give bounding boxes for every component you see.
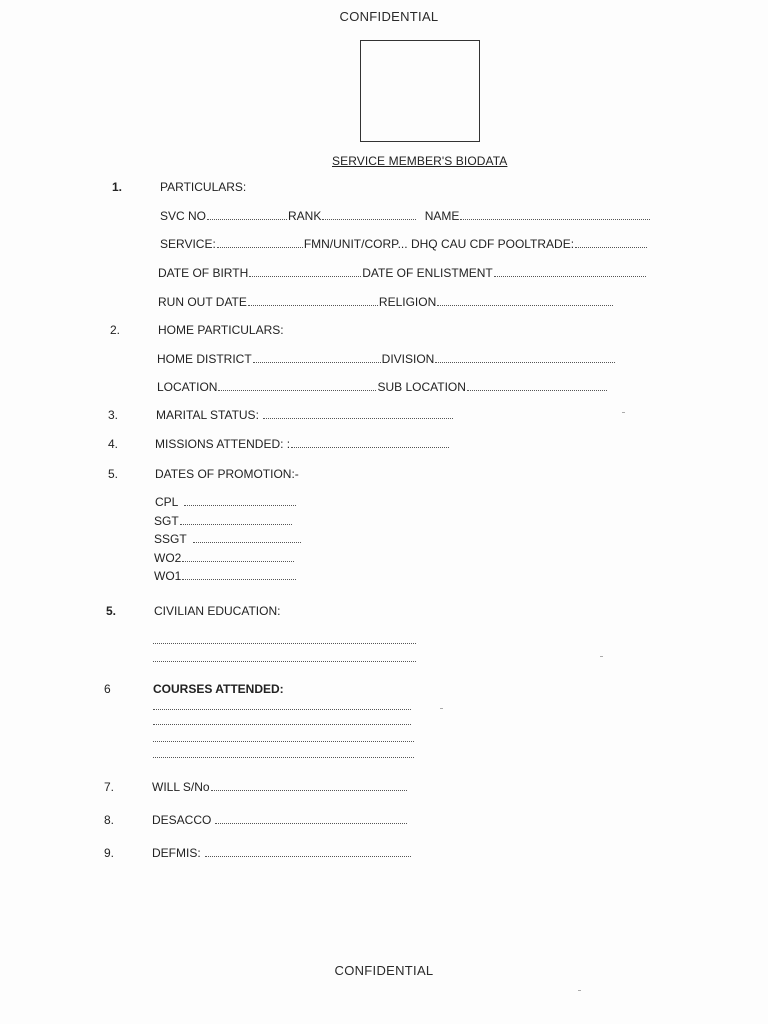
religion-label: RELIGION bbox=[378, 295, 437, 309]
desacco-label: DESACCO bbox=[152, 813, 212, 827]
home-district-field[interactable] bbox=[253, 361, 381, 363]
religion-field[interactable] bbox=[437, 304, 613, 306]
promotion-label: DATES OF PROMOTION:- bbox=[155, 467, 299, 481]
sub-location-field[interactable] bbox=[467, 389, 607, 391]
section-4-number: 4. bbox=[108, 437, 119, 451]
svc-no-field[interactable] bbox=[207, 218, 287, 220]
scan-speck bbox=[600, 656, 603, 657]
promotion-wo1-field[interactable] bbox=[182, 578, 296, 580]
civilian-education-line[interactable] bbox=[153, 660, 416, 662]
promotion-wo1-label: WO1 bbox=[154, 569, 182, 583]
promotion-ssgt-row bbox=[154, 532, 302, 546]
scan-speck bbox=[578, 990, 581, 991]
courses-attended-line[interactable] bbox=[153, 740, 414, 742]
defmis-label: DEFMIS: bbox=[152, 846, 201, 860]
section-1-label: PARTICULARS: bbox=[160, 180, 247, 194]
marital-status-label: MARITAL STATUS: bbox=[156, 408, 259, 422]
svc-rank-name-row bbox=[160, 209, 651, 223]
courses-attended-line[interactable] bbox=[153, 723, 411, 725]
division-label: DIVISION bbox=[381, 352, 435, 366]
section-8-number: 8. bbox=[104, 813, 115, 827]
dob-row bbox=[158, 266, 647, 280]
confidential-header: CONFIDENTIAL bbox=[339, 9, 439, 24]
svc-no-label: SVC NO bbox=[160, 209, 207, 223]
promotion-cpl-row bbox=[155, 495, 297, 509]
defmis-field[interactable] bbox=[205, 855, 411, 857]
missions-row bbox=[155, 437, 450, 451]
section-2-number: 2. bbox=[110, 323, 121, 337]
sub-location-label: SUB LOCATION bbox=[377, 380, 466, 394]
missions-label: MISSIONS ATTENDED: : bbox=[155, 437, 291, 451]
desacco-row bbox=[152, 813, 408, 827]
pooltrade-field[interactable] bbox=[575, 246, 647, 248]
doe-label: DATE OF ENLISTMENT bbox=[362, 266, 493, 280]
will-label: WILL S/No bbox=[152, 780, 210, 794]
scan-speck bbox=[440, 708, 443, 709]
promotion-sgt-field[interactable] bbox=[180, 523, 292, 525]
promotion-sgt-label: SGT bbox=[154, 514, 179, 528]
promotion-wo2-label: WO2 bbox=[154, 551, 182, 565]
dob-label: DATE OF BIRTH bbox=[158, 266, 249, 280]
section-7-number: 7. bbox=[104, 780, 115, 794]
scan-speck bbox=[622, 412, 625, 413]
runout-row bbox=[158, 295, 614, 309]
location-field[interactable] bbox=[218, 389, 376, 391]
document-title: SERVICE MEMBER'S BIODATA bbox=[332, 154, 508, 168]
run-out-field[interactable] bbox=[248, 304, 378, 306]
service-field[interactable] bbox=[217, 246, 303, 248]
section-9-number: 9. bbox=[104, 846, 115, 860]
promotion-cpl-label: CPL bbox=[155, 495, 179, 509]
courses-attended-line[interactable] bbox=[153, 708, 411, 710]
promotion-wo2-row bbox=[154, 551, 295, 565]
promotion-ssgt-label: SSGT bbox=[154, 532, 187, 546]
name-label: NAME bbox=[424, 209, 460, 223]
section-2-label: HOME PARTICULARS: bbox=[158, 323, 284, 337]
dhq-label: DHQ CAU CDF POOLTRADE: bbox=[410, 237, 575, 251]
section-5-number: 5. bbox=[108, 467, 119, 481]
service-label: SERVICE: bbox=[160, 237, 216, 251]
section-3-number: 3. bbox=[108, 408, 119, 422]
section-6-number: 6 bbox=[104, 682, 111, 696]
marital-status-row bbox=[156, 408, 454, 422]
run-out-label: RUN OUT DATE bbox=[158, 295, 247, 309]
fmn-unit-label: FMN/UNIT/CORP... bbox=[303, 237, 408, 251]
promotion-cpl-field[interactable] bbox=[184, 504, 296, 506]
name-field[interactable] bbox=[460, 218, 650, 220]
rank-label: RANK bbox=[288, 209, 322, 223]
marital-status-field[interactable] bbox=[263, 417, 453, 419]
location-label: LOCATION bbox=[157, 380, 218, 394]
promotion-sgt-row bbox=[154, 514, 293, 528]
section-1-number: 1. bbox=[112, 180, 123, 194]
confidential-footer: CONFIDENTIAL bbox=[334, 963, 434, 978]
home-district-row bbox=[157, 352, 616, 366]
missions-field[interactable] bbox=[291, 446, 449, 448]
division-field[interactable] bbox=[435, 361, 615, 363]
desacco-field[interactable] bbox=[215, 822, 407, 824]
promotion-wo2-field[interactable] bbox=[182, 560, 294, 562]
courses-attended-label: COURSES ATTENDED: bbox=[153, 682, 284, 696]
will-row bbox=[152, 780, 408, 794]
civilian-education-line[interactable] bbox=[153, 642, 416, 644]
section-5b-number: 5. bbox=[106, 604, 117, 618]
photo-box bbox=[360, 40, 480, 142]
doe-field[interactable] bbox=[494, 275, 646, 277]
will-field[interactable] bbox=[211, 789, 407, 791]
rank-field[interactable] bbox=[322, 218, 416, 220]
home-district-label: HOME DISTRICT bbox=[157, 352, 252, 366]
civilian-education-label: CIVILIAN EDUCATION: bbox=[154, 604, 281, 618]
location-row bbox=[157, 380, 608, 394]
defmis-row bbox=[152, 846, 412, 860]
courses-attended-line[interactable] bbox=[153, 756, 414, 758]
service-row bbox=[160, 237, 648, 251]
dob-field[interactable] bbox=[249, 275, 361, 277]
promotion-ssgt-field[interactable] bbox=[193, 541, 301, 543]
promotion-wo1-row bbox=[154, 569, 297, 583]
